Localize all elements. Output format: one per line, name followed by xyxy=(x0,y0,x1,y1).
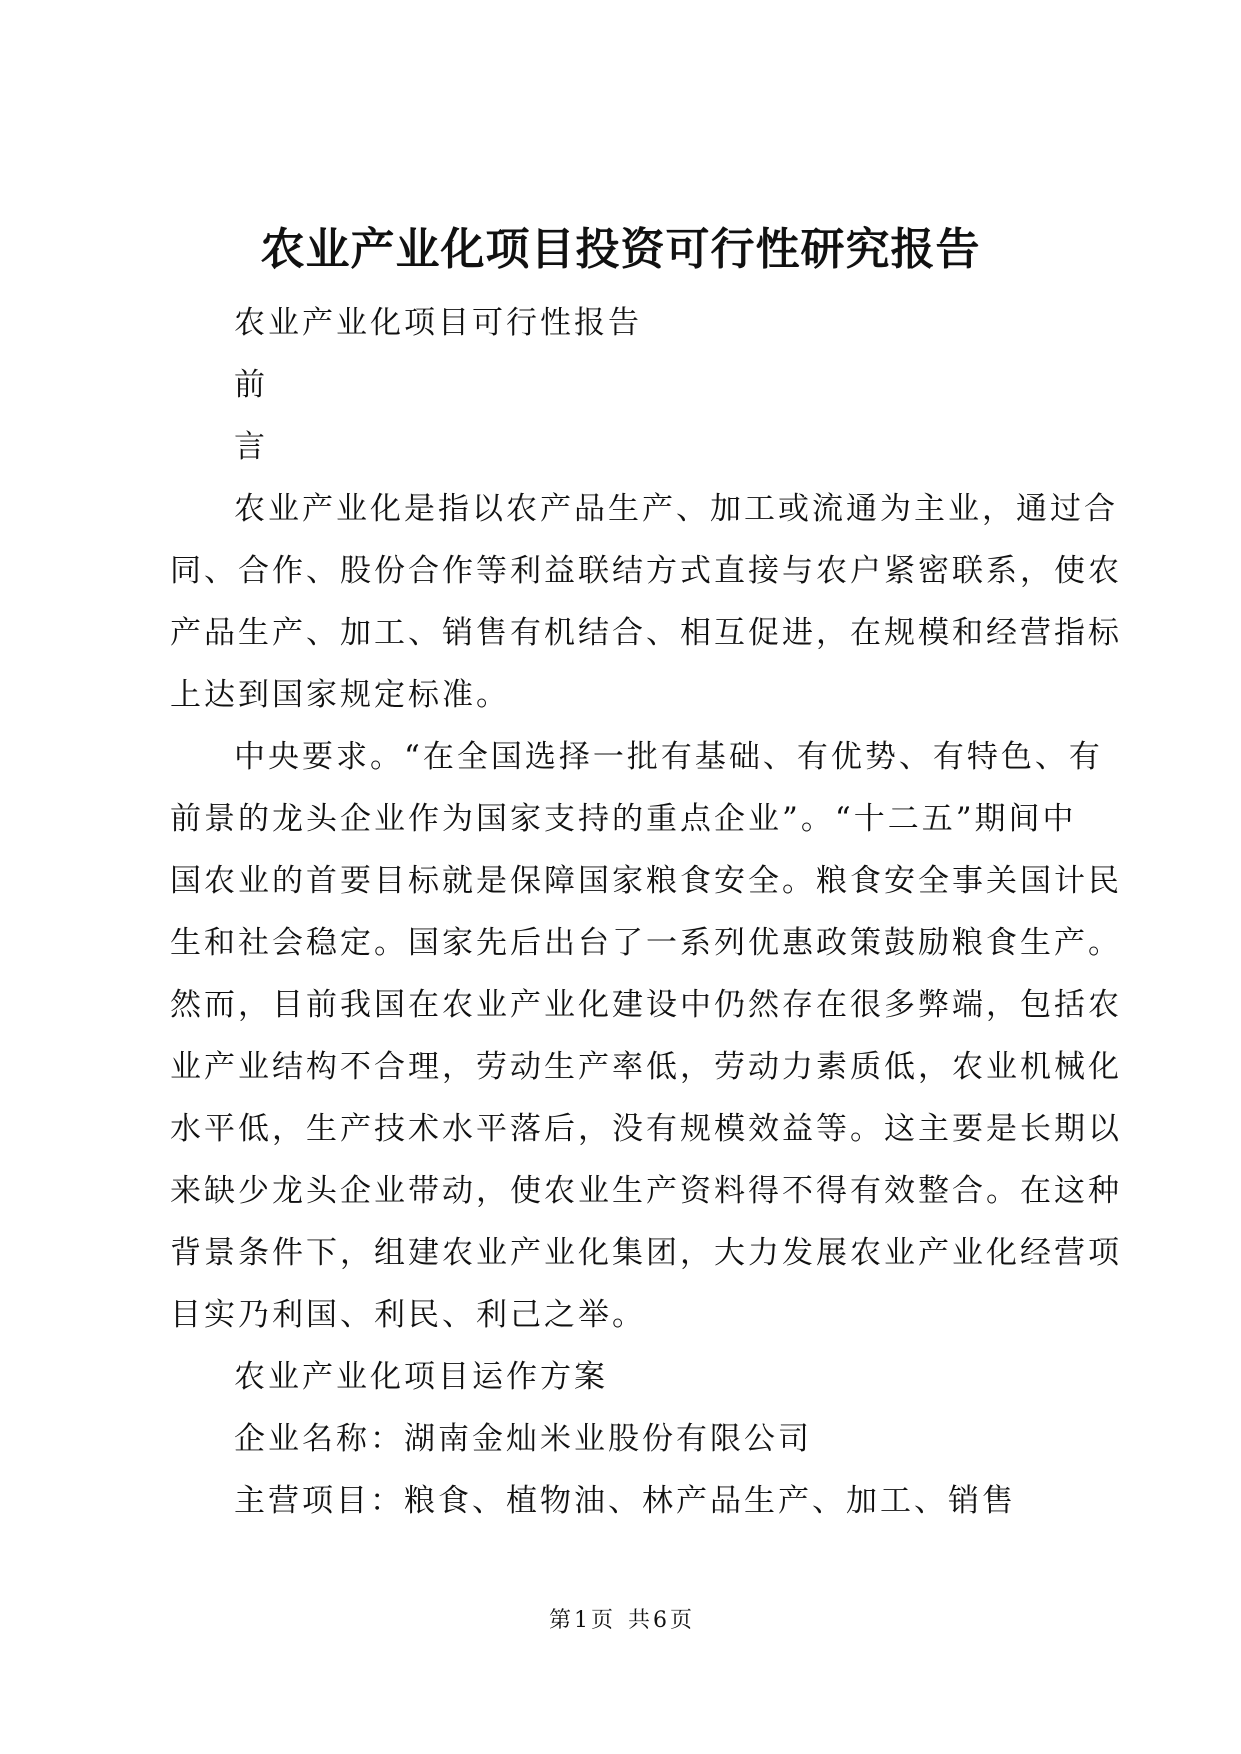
total-label: 共 xyxy=(628,1608,651,1633)
body-line: 国农业的首要目标就是保障国家粮食安全。粮食安全事关国计民 xyxy=(170,863,1122,899)
page-label: 第 xyxy=(548,1608,571,1633)
total-unit: 页 xyxy=(670,1608,693,1633)
body-line: 生和社会稳定。国家先后出台了一系列优惠政策鼓励粮食生产。 xyxy=(170,925,1122,961)
total-indicator xyxy=(628,1608,692,1633)
body-line: 前 xyxy=(234,367,268,403)
total-pages: 6 xyxy=(653,1608,668,1633)
body-line: 业产业结构不合理，劳动生产率低，劳动力素质低，农业机械化 xyxy=(170,1049,1122,1085)
body-line: 来缺少龙头企业带动，使农业生产资料得不得有效整合。在这种 xyxy=(170,1173,1122,1209)
body-line: 主营项目：粮食、植物油、林产品生产、加工、销售 xyxy=(234,1483,1016,1519)
body-line: 前景的龙头企业作为国家支持的重点企业”。“十二五”期间中 xyxy=(170,801,1077,837)
body-line: 然而，目前我国在农业产业化建设中仍然存在很多弊端，包括农 xyxy=(170,987,1122,1023)
body-line: 目实乃利国、利民、利己之举。 xyxy=(170,1297,646,1333)
page-unit: 页 xyxy=(590,1608,613,1633)
body-line: 产品生产、加工、销售有机结合、相互促进，在规模和经营指标 xyxy=(170,615,1122,651)
body-line: 农业产业化项目可行性报告 xyxy=(234,305,642,341)
body-line: 水平低，生产技术水平落后，没有规模效益等。这主要是长期以 xyxy=(170,1111,1122,1147)
document-title: 农业产业化项目投资可行性研究报告 xyxy=(260,224,981,275)
page-footer xyxy=(0,1606,1241,1636)
body-line: 上达到国家规定标准。 xyxy=(170,677,510,713)
body-line: 言 xyxy=(234,429,268,465)
body-line: 背景条件下，组建农业产业化集团，大力发展农业产业化经营项 xyxy=(170,1235,1122,1271)
page-indicator xyxy=(549,1608,613,1633)
page-number: 1 xyxy=(573,1608,588,1633)
body-line: 同、合作、股份合作等利益联结方式直接与农户紧密联系，使农 xyxy=(170,553,1122,589)
document-body xyxy=(170,292,1122,1532)
body-line: 农业产业化项目运作方案 xyxy=(234,1359,608,1395)
body-line: 中央要求。“在全国选择一批有基础、有优势、有特色、有 xyxy=(234,739,1103,775)
body-line: 企业名称：湖南金灿米业股份有限公司 xyxy=(234,1421,812,1457)
body-line: 农业产业化是指以农产品生产、加工或流通为主业，通过合 xyxy=(234,491,1118,527)
